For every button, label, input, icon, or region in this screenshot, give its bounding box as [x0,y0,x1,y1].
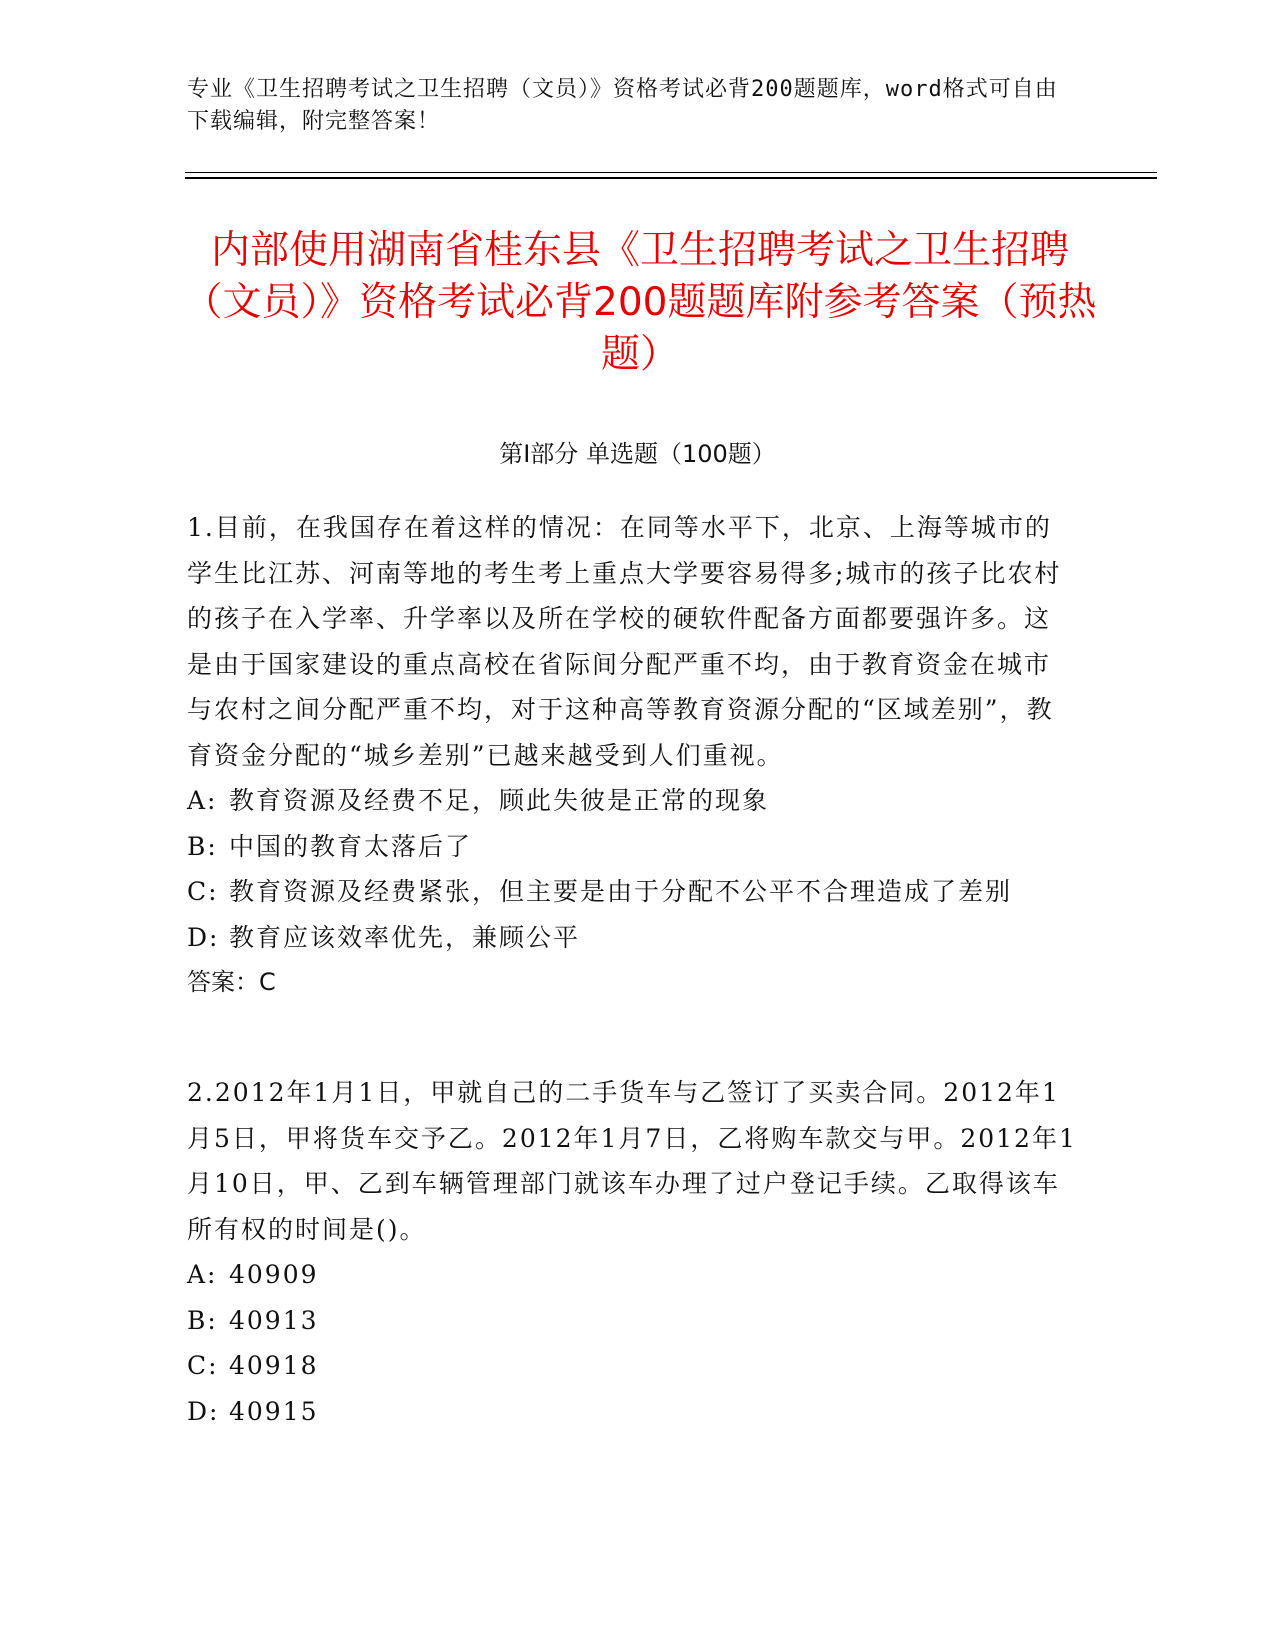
option-text: 40918 [229,1351,319,1380]
option-text: 40915 [229,1396,319,1426]
option-a [187,778,1077,824]
header-note: 专业《卫生招聘考试之卫生招聘（文员）》资格考试必背200题题库，word格式可自由下载编辑，附完整答案！ [187,77,1058,134]
option-letter: D: [187,1396,220,1426]
section-title: 第I部分 单选题（100题） [499,440,776,468]
option-text: 中国的教育太落后了 [229,831,473,861]
option-letter: D: [187,922,220,952]
question-2 [187,1070,1077,1434]
option-text: 教育资源及经费不足，顾此失彼是正常的现象 [229,786,770,815]
option-letter: C: [187,877,219,906]
option-letter: C: [187,1351,219,1380]
option-b [187,1298,1077,1344]
option-b [187,824,1077,870]
option-a [187,1252,1077,1298]
option-d [187,1389,1077,1435]
option-d [187,915,1077,961]
question-stem: 2.2012年1月1日，甲就自己的二手货车与乙签订了买卖合同。2012年1月5日，甲将货车交予乙。2012年1月7日，乙将购车款交与甲。2012年1月10日，甲、乙到车辆管理部门就该车办理了过户登记手续。乙取得该车所有权的时间是()。 [187,1078,1077,1244]
option-text: 40909 [229,1260,319,1289]
question-1 [187,505,1077,1006]
option-text: 教育应该效率优先，兼顾公平 [229,922,581,952]
option-text: 教育资源及经费紧张，但主要是由于分配不公平不合理造成了差别 [229,877,1013,906]
document-title: 内部使用湖南省桂东县《卫生招聘考试之卫生招聘（文员）》资格考试必背200题题库附参考答案（预热题） [183,228,1097,377]
answer-label: 答案：C [187,968,276,996]
option-letter: B: [187,1305,218,1335]
header-rule-thick [185,177,1157,179]
option-letter: A: [187,786,218,815]
option-c [187,869,1077,915]
option-letter: B: [187,831,218,861]
question-stem: 1.目前，在我国存在着这样的情况：在同等水平下，北京、上海等城市的学生比江苏、河南等地的考生考上重点大学要容易得多;城市的孩子比农村的孩子在入学率、升学率以及所在学校的硬软件配备方面都要强许多。这是由于国家建设的重点高校在省际间分配严重不均，由于教育资金在城市与农村之间分配严重不均，对于这种高等教育资源分配的“区域差别”，教育资金分配的“城乡差别”已越来越受到人们重视。 [187,513,1062,770]
header-rule-thin [185,172,1157,173]
option-c [187,1343,1077,1389]
option-letter: A: [187,1260,218,1289]
option-text: 40913 [229,1305,319,1335]
